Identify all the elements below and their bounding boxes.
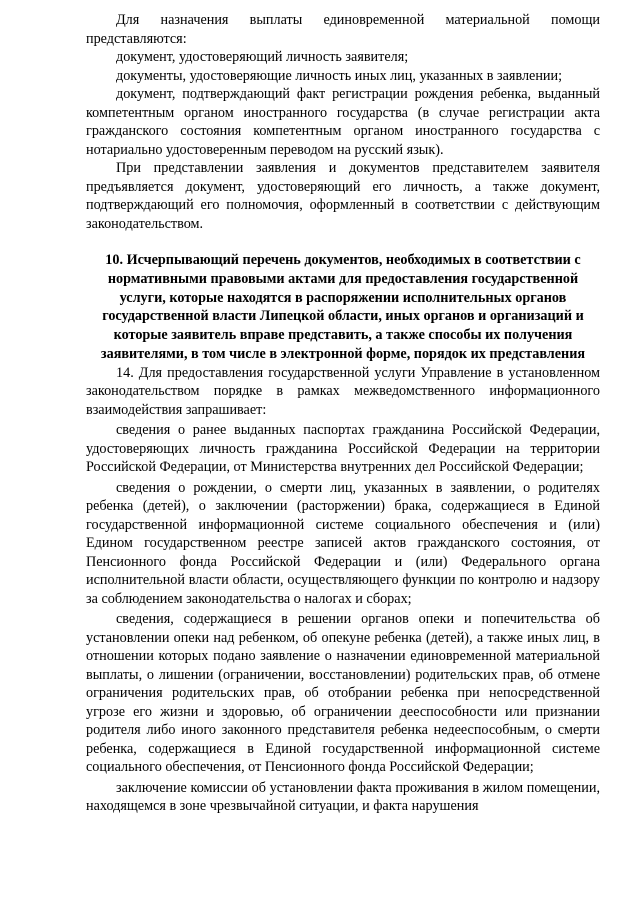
paragraph-clause-14: 14. Для предоставления государственной услуги Управление в установленном законодательством порядке в рамках межведомственного информационного взаимодействия запрашивает: — [86, 364, 600, 418]
list-item-civil-records: сведения о рождении, о смерти лиц, указанных в заявлении, о родителях ребенка (детей), о заключении (расторжении) брака, содержащиеся в Единой государственной информационной системе социального обеспечения и (или) Едином государственном реестре записей актов гражданского состояния, от Пенсионного фонда Российской Федерации и (или) Федерального органа исполнительной власти области, осуществляющего функции по контролю и надзору за соблюдением законодательства о налогах и сборах; — [86, 479, 600, 607]
list-item-commission-conclusion: заключение комиссии об установлении факта проживания в жилом помещении, находящемся в зоне чрезвычайной ситуации, и факта нарушения — [86, 779, 600, 815]
section-heading: 10. Исчерпывающий перечень документов, необходимых в соответствии с нормативными правовыми актами для предоставления государственной услуги, которые находятся в распоряжении исполнительных органов государственной власти Липецкой области, иных органов и организаций и которые заявитель вправе представить, а также способы их получения заявителями, в том числе в электронной форме, порядок их представления — [100, 252, 586, 362]
list-item-passports: сведения о ранее выданных паспортах гражданина Российской Федерации, удостоверяющих личность гражданина Российской Федерации на территории Российской Федерации, от Министерства внутренних дел Российской Федерации; — [86, 422, 600, 476]
paragraph-representative: При представлении заявления и документов представителем заявителя предъявляется документ, удостоверяющий его личность, а также документ, подтверждающий его полномочия, оформленный в соответствии с действующим законодательством. — [86, 160, 600, 232]
list-item-applicant-id: документ, удостоверяющий личность заявителя; — [116, 49, 409, 65]
paragraph-intro: Для назначения выплаты единовременной материальной помощи представляются: — [86, 12, 600, 47]
list-item-others-id: документы, удостоверяющие личность иных лиц, указанных в заявлении; — [116, 67, 563, 84]
list-item-birth-registration: документ, подтверждающий факт регистрации рождения ребенка, выданный компетентным органом иностранного государства (в случае регистрации акта гражданского состояния компетентным органом иностранного государства с нотариально удостоверенным переводом на русский язык). — [86, 86, 600, 158]
list-item-guardianship: сведения, содержащиеся в решении органов опеки и попечительства об установлении опеки над ребенком, об опекуне ребенка (детей), а также иных лиц, в отношении которых подано заявление о назначении единовременной материальной выплаты, о лишении (ограничении, восстановлении) родительских прав, об отмене ограничения родительских прав, об отобрании ребенка при непосредственной угрозе его жизни и здоровью, об ограничении дееспособности или признании родителя либо иного законного представителя ребенка недееспособным, о смерти ребенка, содержащиеся в Единой государственной информационной системе социального обеспечения, от Пенсионного фонда Российской Федерации; — [86, 611, 600, 776]
